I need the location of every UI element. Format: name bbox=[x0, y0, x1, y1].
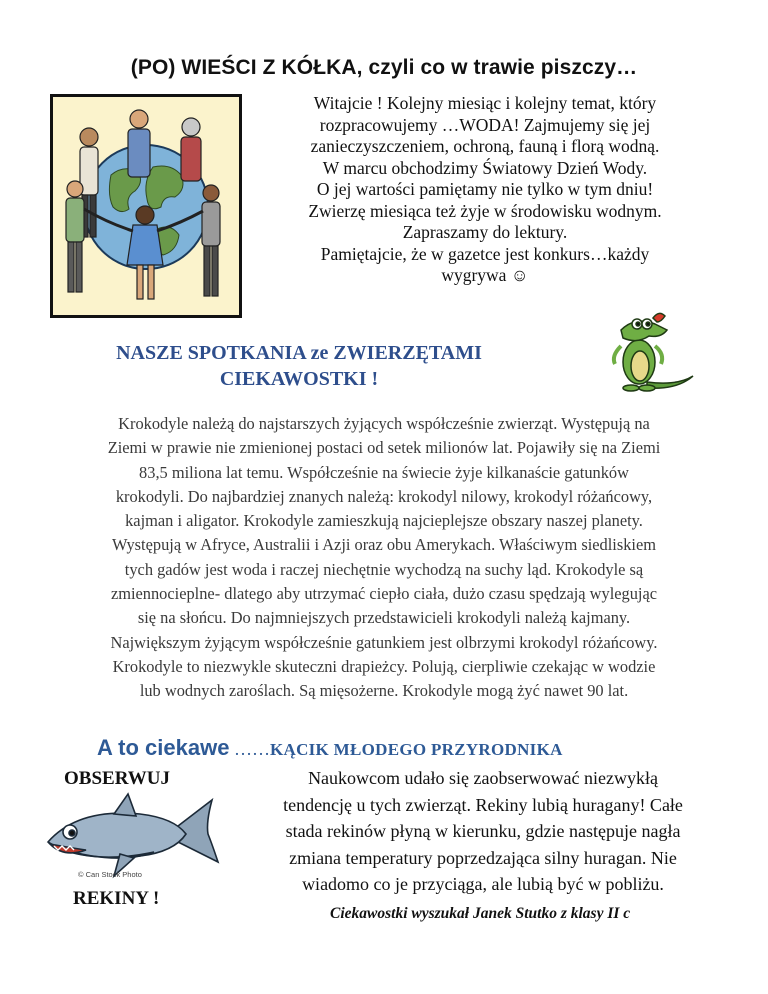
section-heading-line: NASZE SPOTKANIA ze ZWIERZĘTAMI bbox=[116, 342, 482, 364]
page-title: (PO) WIEŚCI Z KÓŁKA, czyli co w trawie piszczy… bbox=[130, 56, 638, 79]
people-around-globe-icon bbox=[50, 94, 242, 318]
section-heading-sub: KĄCIK MŁODEGO PRZYRODNIKA bbox=[269, 740, 563, 759]
author-signature: Ciekawostki wyszukał Janek Stutko z klasy II c bbox=[330, 905, 631, 922]
article-line: Ziemi w prawie nie zmienionej postaci od setek milionów lat. Pojawiły się na Ziemi bbox=[107, 438, 661, 458]
article-line: Krokodyle należą do najstarszych żyjących współcześnie zwierząt. Występują na bbox=[118, 414, 650, 433]
article-line: kajman i aligator. Krokodyle zamieszkują najcieplejsze obszary naszej planety. bbox=[125, 511, 643, 531]
intro-line: Pamiętajcie, że w gazetce jest konkurs…każdy bbox=[320, 243, 650, 264]
intro-line: rozpracowujemy …WODA! Zajmujemy się jej bbox=[319, 114, 651, 135]
intro-line: zanieczyszczeniem, ochroną, fauną i florą wodną. bbox=[310, 136, 660, 156]
article-line: zmiana temperatury poprzedzająca silny huragan. Nie bbox=[289, 847, 677, 868]
intro-line: W marcu obchodzimy Światowy Dzień Wody. bbox=[322, 157, 648, 178]
intro-line: Zapraszamy do lektury. bbox=[402, 222, 568, 242]
shark-article bbox=[228, 765, 738, 898]
article-line: Naukowcom udało się zaobserwować niezwykłą bbox=[308, 768, 658, 788]
sharks-label: REKINY ! bbox=[73, 888, 160, 909]
section-heading-dots: …… bbox=[229, 739, 270, 759]
article-line: stada rekinów płyną w kierunku, gdzie następuje nagła bbox=[285, 821, 681, 841]
section-heading-animals bbox=[40, 340, 558, 392]
article-line: tych gadów jest woda i raczej niechętnie wychodzą na suchy ląd. Krokodyle są bbox=[124, 559, 644, 579]
intro-line: Zwierzę miesiąca też żyje w środowisku wodnym. bbox=[308, 200, 662, 221]
article-line: 83,5 miliona lat temu. Współcześnie na świecie żyje kilkanaście gatunków bbox=[139, 462, 629, 482]
article-line: się na słońcu. Do najmniejszych przedstawicieli krokodyli należą kajmany. bbox=[137, 608, 631, 628]
crocodile-cartoon-icon bbox=[607, 312, 695, 394]
article-line: lub wodnych zaroślach. Są mięsożerne. Krokodyle mogą żyć nawet 90 lat. bbox=[139, 681, 629, 701]
article-line: Krokodyle to niezwykle skuteczni drapieżcy. Polują, cierpliwie czekając w wodzie bbox=[112, 656, 656, 676]
section-heading-main: A to ciekawe bbox=[97, 735, 230, 760]
article-line: tendencję u tych zwierząt. Rekiny lubią huragany! Całe bbox=[283, 794, 683, 815]
image-credit: © Can Stock Photo bbox=[78, 870, 142, 879]
article-line: zmiennocieplne- dlatego aby utrzymać ciepło ciała, dużo czasu spędzają wylegując bbox=[110, 584, 658, 604]
article-line: krokodyli. Do najbardziej znanych należą: krokodyl nilowy, krokodyl różańcowy, bbox=[115, 486, 653, 506]
section-heading-line: CIEKAWOSTKI ! bbox=[219, 368, 379, 390]
intro-line: O jej wartości pamiętamy nie tylko w tym dniu! bbox=[316, 179, 654, 199]
intro-line: Witajcie ! Kolejny miesiąc i kolejny temat, który bbox=[313, 93, 657, 113]
article-line: Występują w Afryce, Australii i Azji oraz obu Amerykach. Właściwym siedliskiem bbox=[111, 535, 657, 555]
crocodile-article bbox=[30, 412, 738, 704]
observe-label: OBSERWUJ bbox=[64, 768, 170, 789]
intro-line: wygrywa ☺ bbox=[441, 265, 529, 285]
article-line: wiadomo co je przyciąga, ale lubią być w pobliżu. bbox=[302, 874, 664, 894]
section-heading-naturalist bbox=[97, 735, 697, 761]
article-line: Największym żyjącym współcześnie gatunkiem jest olbrzymi krokodyl różańcowy. bbox=[110, 632, 658, 652]
intro-text bbox=[250, 93, 720, 287]
